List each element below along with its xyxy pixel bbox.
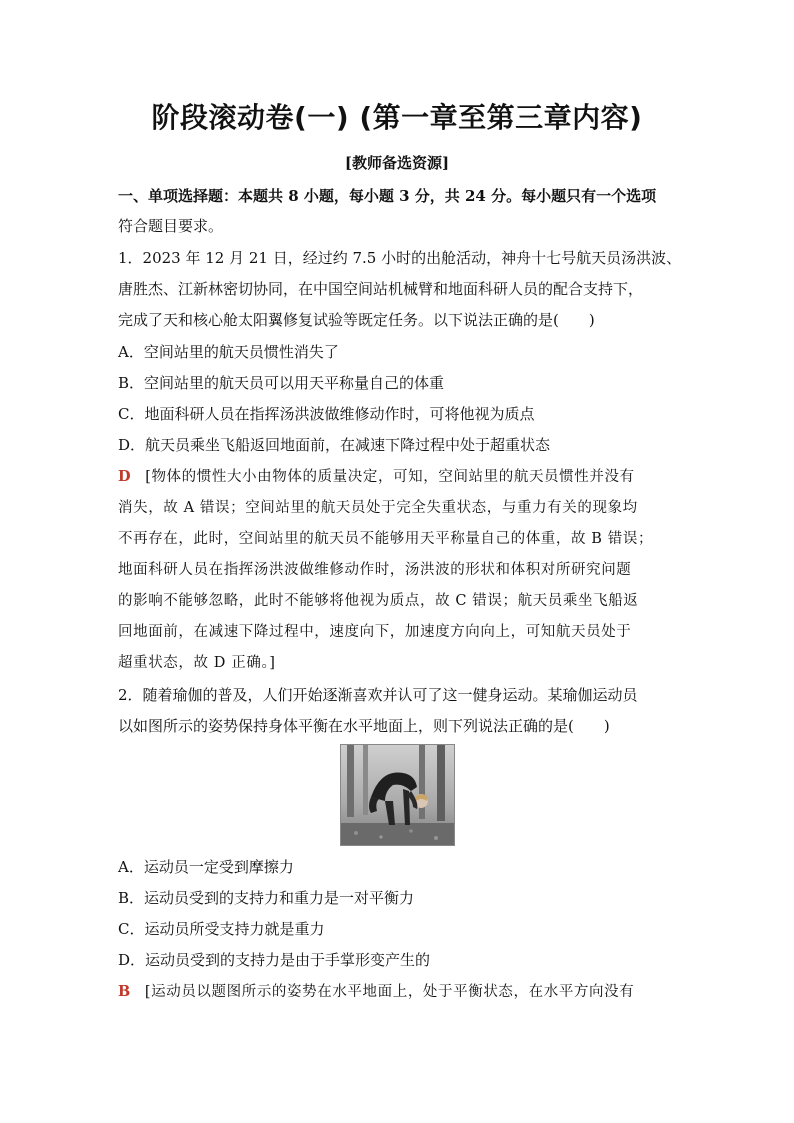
page-title: 阶段滚动卷(一) (第一章至第三章内容) xyxy=(151,101,643,134)
q2-explanation-text: [运动员以题图所示的姿势在水平地面上，处于平衡状态，在水平方向没有 xyxy=(144,984,635,1000)
q2-option-c: C．运动员所受支持力就是重力 xyxy=(118,920,325,938)
q1-explanation-line xyxy=(118,467,635,487)
q1-stem-line: 1．2023 年 12 月 21 日，经过约 7.5 小时的出舱活动，神舟十七号航天员汤洪波、 xyxy=(118,249,682,267)
q1-explanation-line: 回地面前，在减速下降过程中，速度向下，加速度方向向上，可知航天员处于 xyxy=(118,624,632,640)
q1-answer: D xyxy=(118,468,132,485)
q1-stem-line: 唐胜杰、江新林密切协同，在中国空间站机械臂和地面科研人员的配合支持下， xyxy=(118,280,644,298)
source-note: [教师备选资源] xyxy=(344,154,450,172)
section-heading-cont: 符合题目要求。 xyxy=(118,217,224,235)
q2-explanation-line xyxy=(118,982,634,1002)
q2-stem-line: 2．随着瑜伽的普及，人们开始逐渐喜欢并认可了这一健身运动。某瑜伽运动员 xyxy=(118,686,638,704)
q1-option-d: D．航天员乘坐飞船返回地面前，在减速下降过程中处于超重状态 xyxy=(118,436,551,454)
q2-option-a: A．运动员一定受到摩擦力 xyxy=(118,858,294,876)
q1-explanation-line: 不再存在，此时，空间站里的航天员不能够用天平称量自己的体重，故 B 错误； xyxy=(118,531,654,547)
yoga-photo xyxy=(340,744,455,846)
q1-option-a: A．空间站里的航天员惯性消失了 xyxy=(118,343,339,361)
q2-answer: B xyxy=(118,983,131,1000)
q1-explanation-line: 地面科研人员在指挥汤洪波做维修动作时，汤洪波的形状和体积对所研究问题 xyxy=(118,562,632,578)
q1-explanation-text: [物体的惯性大小由物体的质量决定，可知，空间站里的航天员惯性并没有 xyxy=(145,469,635,485)
q1-explanation-line: 的影响不能够忽略，此时不能够将他视为质点，故 C 错误；航天员乘坐飞船返 xyxy=(118,593,639,609)
q1-option-b: B．空间站里的航天员可以用天平称量自己的体重 xyxy=(118,374,445,392)
q2-option-b: B．运动员受到的支持力和重力是一对平衡力 xyxy=(118,889,415,907)
q1-stem-line: 完成了天和核心舱太阳翼修复试验等既定任务。以下说法正确的是( ) xyxy=(118,311,595,329)
q1-explanation-line: 消失，故 A 错误；空间站里的航天员处于完全失重状态，与重力有关的现象均 xyxy=(118,500,638,516)
q1-explanation-line: 超重状态，故 D 正确。] xyxy=(118,655,276,671)
q1-option-c: C．地面科研人员在指挥汤洪波做维修动作时，可将他视为质点 xyxy=(118,405,535,423)
q2-stem-line: 以如图所示的姿势保持身体平衡在水平地面上，则下列说法正确的是( ) xyxy=(118,717,610,735)
q2-option-d: D．运动员受到的支持力是由于手掌形变产生的 xyxy=(118,951,431,969)
section-heading: 一、单项选择题：本题共 8 小题，每小题 3 分，共 24 分。每小题只有一个选项 xyxy=(118,187,657,205)
